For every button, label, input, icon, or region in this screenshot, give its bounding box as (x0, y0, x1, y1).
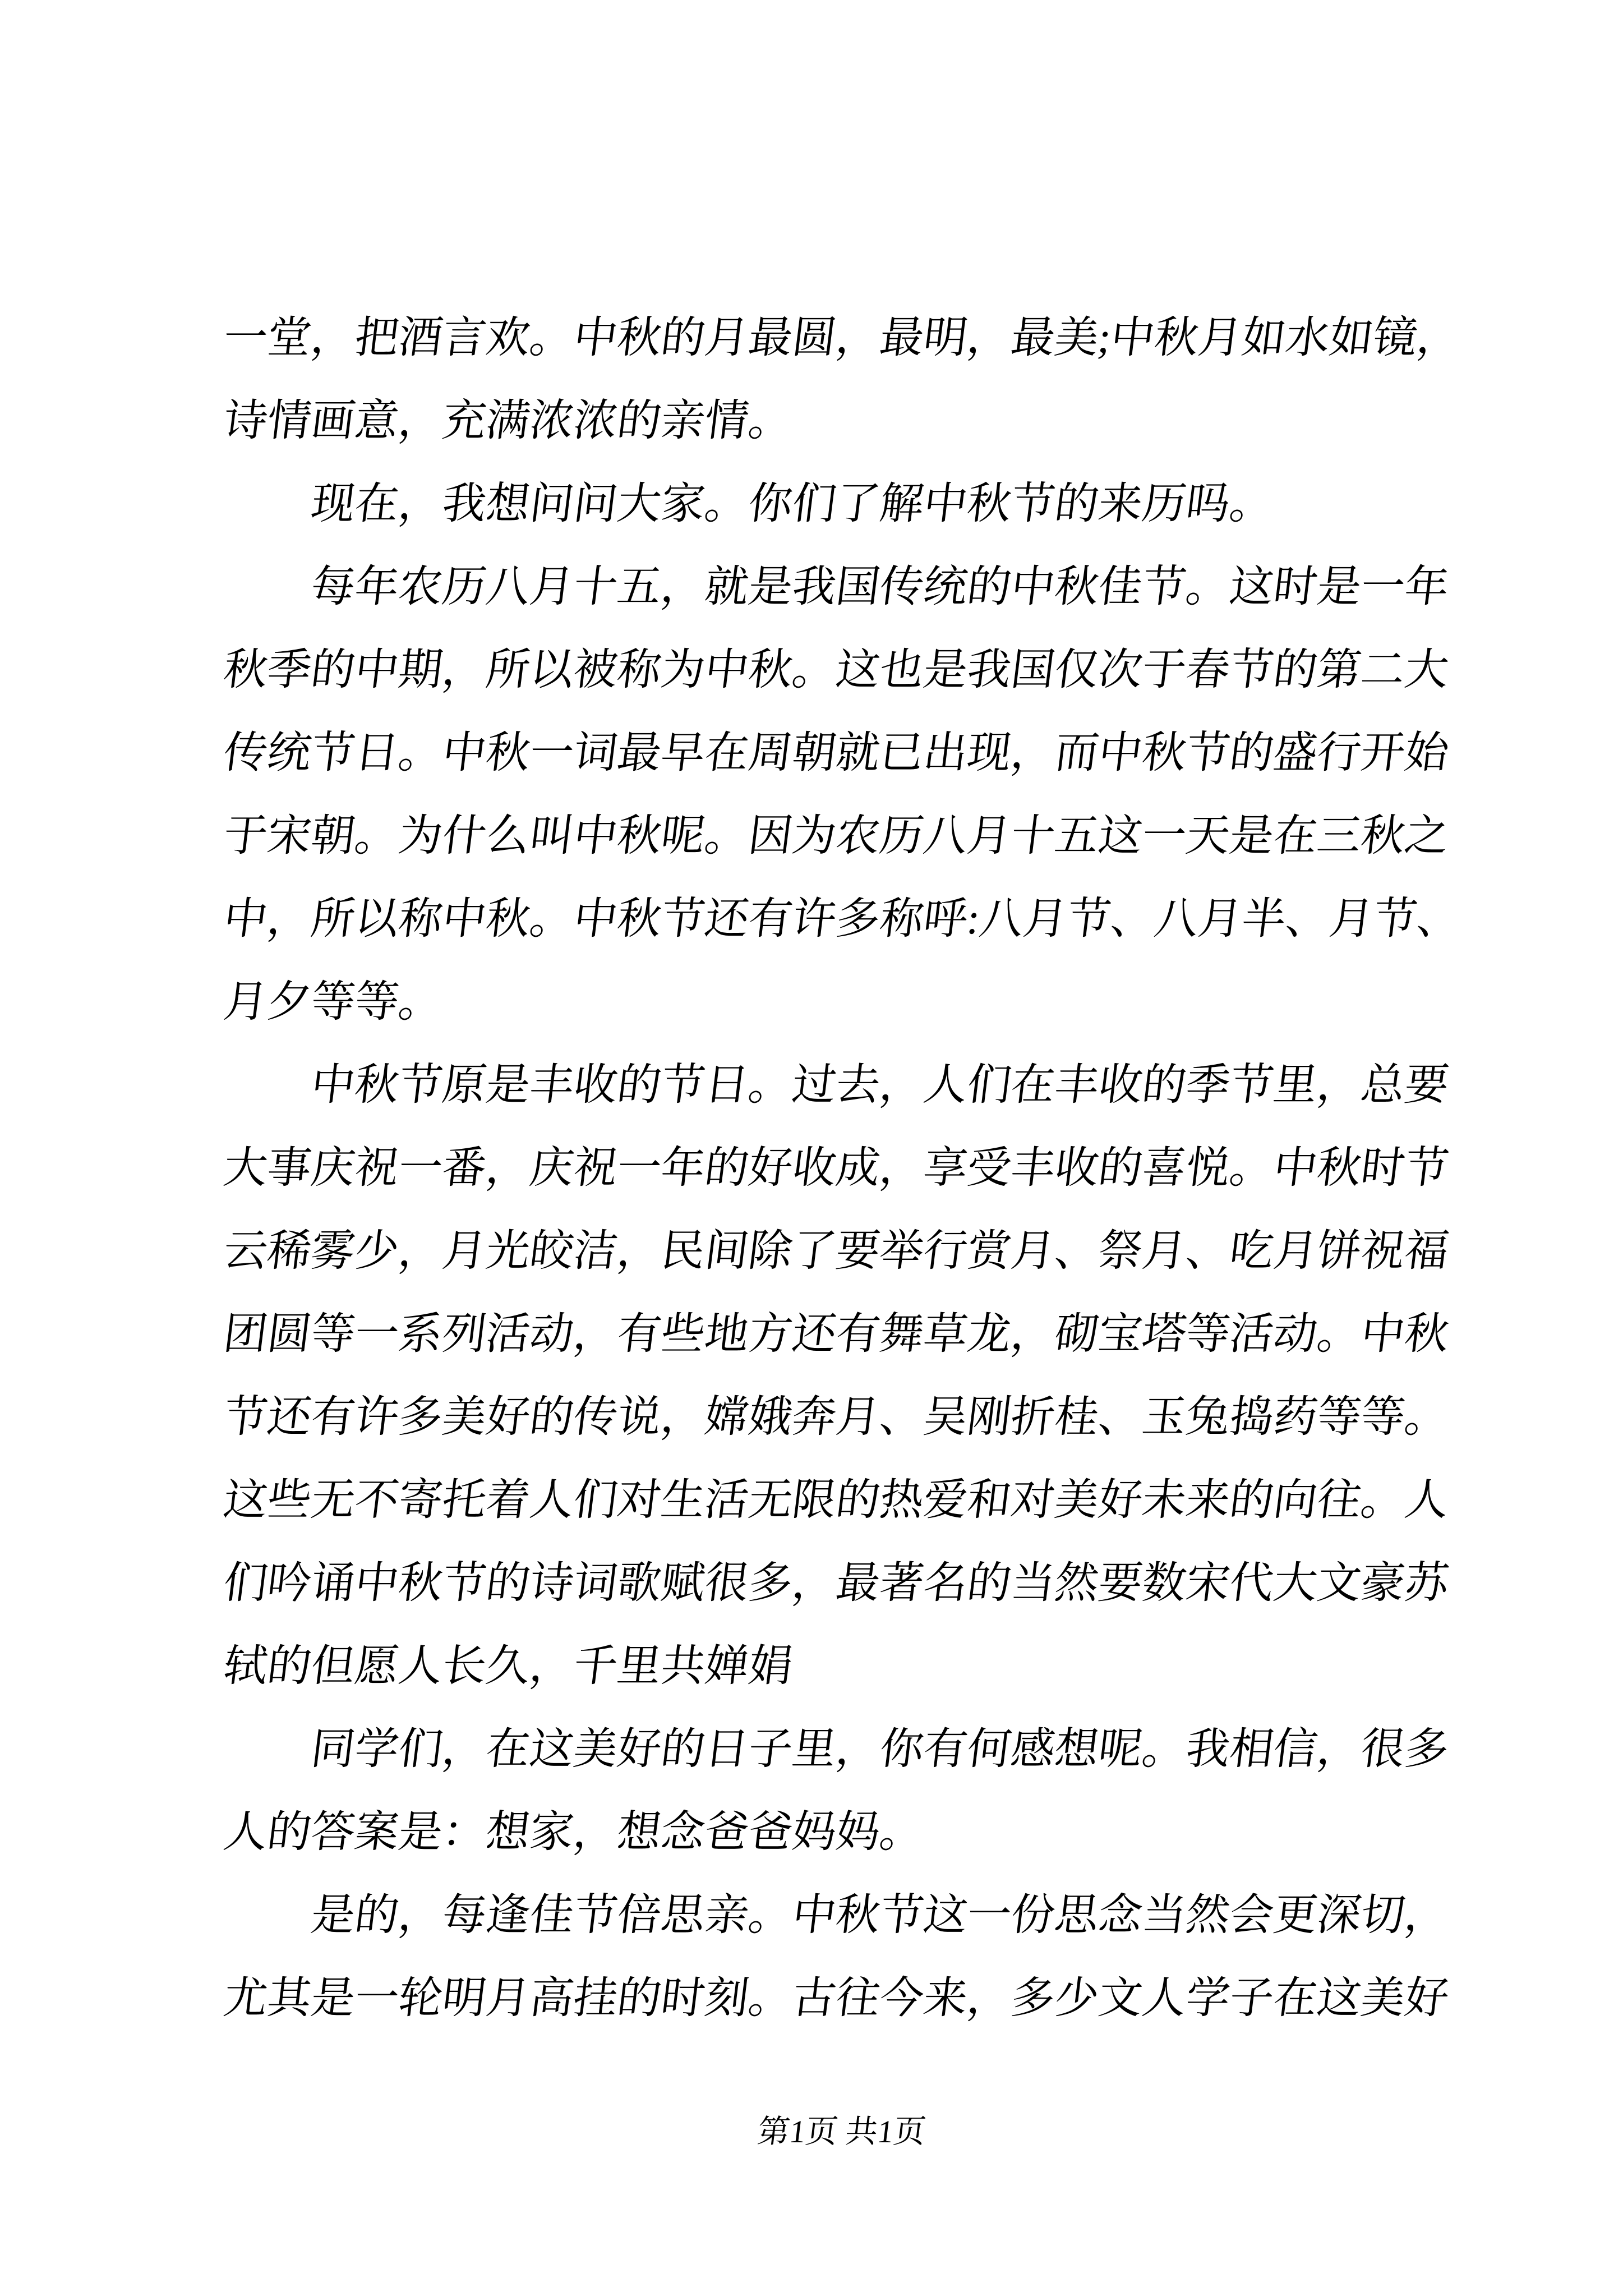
body-text-line: 大事庆祝一番，庆祝一年的好收成，享受丰收的喜悦。中秋时节 (220, 1143, 1452, 1192)
body-text-line: 轼的但愿人长久，千里共婵娟 (220, 1641, 796, 1690)
body-text-line: 现在，我想问问大家。你们了解中秋节的来历吗。 (308, 479, 1277, 528)
body-text-line: 月夕等等。 (220, 977, 446, 1026)
body-text-line: 一堂，把酒言欢。中秋的月最圆，最明，最美;中秋月如水如镜， (220, 313, 1464, 362)
body-text-line: 这些无不寄托着人们对生活无限的热爱和对美好未来的向往。人 (220, 1475, 1452, 1524)
body-text-line: 每年农历八月十五，就是我国传统的中秋佳节。这时是一年 (308, 562, 1452, 611)
body-text-line: 传统节日。中秋一词最早在周朝就已出现，而中秋节的盛行开始 (220, 728, 1452, 777)
page-number-footer: 第1页 共1页 (755, 2114, 928, 2150)
body-text-line: 云稀雾少，月光皎洁，民间除了要举行赏月、祭月、吃月饼祝福 (220, 1226, 1452, 1275)
document-body-text (219, 296, 1464, 2040)
body-text-line: 尤其是一轮明月高挂的时刻。古往今来，多少文人学子在这美好 (220, 1973, 1452, 2022)
body-text-line: 秋季的中期，所以被称为中秋。这也是我国仅次于春节的第二大 (220, 645, 1452, 694)
body-text-line: 同学们，在这美好的日子里，你有何感想呢。我相信，很多 (308, 1724, 1452, 1773)
body-text-line: 团圆等一系列活动，有些地方还有舞草龙，砌宝塔等活动。中秋 (220, 1309, 1452, 1358)
body-text-line: 诗情画意，充满浓浓的亲情。 (220, 396, 796, 445)
body-text-line: 是的，每逢佳节倍思亲。中秋节这一份思念当然会更深切， (308, 1890, 1452, 1939)
body-text-line: 中秋节原是丰收的节日。过去，人们在丰收的季节里，总要 (308, 1060, 1452, 1109)
body-text-line: 节还有许多美好的传说，嫦娥奔月、吴刚折桂、玉兔捣药等等。 (220, 1392, 1452, 1441)
body-text-line: 人的答案是：想家，想念爸爸妈妈。 (220, 1807, 927, 1856)
body-text-line: 中，所以称中秋。中秋节还有许多称呼:八月节、八月半、月节、 (220, 894, 1464, 943)
body-text-line: 们吟诵中秋节的诗词歌赋很多，最著名的当然要数宋代大文豪苏 (220, 1558, 1452, 1607)
body-text-line: 于宋朝。为什么叫中秋呢。因为农历八月十五这一天是在三秋之 (220, 811, 1452, 860)
